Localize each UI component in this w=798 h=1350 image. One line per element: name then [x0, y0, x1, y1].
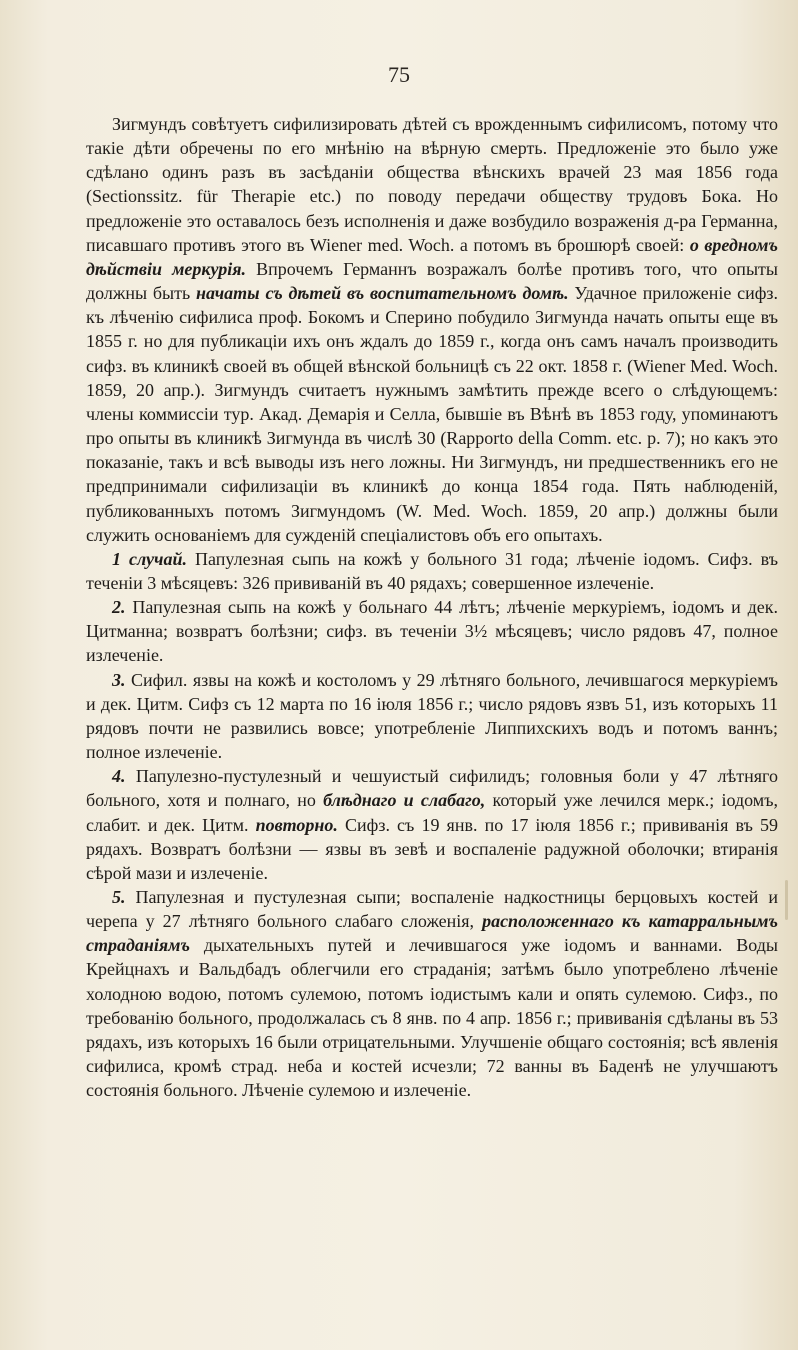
- emphasis-text: начаты съ дѣтей въ воспитательномъ домѣ.: [195, 283, 569, 304]
- paragraph-text: Впрочемъ Германнъ возражалъ болѣе противъ того, что опыты должны быть: [86, 258, 778, 304]
- emphasis-text: 3.: [112, 669, 126, 690]
- paragraph-text: который уже лечился мерк.; іодомъ, слабит. и дек. Цитм.: [86, 790, 778, 835]
- paragraph-p2: [86, 547, 778, 595]
- paragraph-text: Папулезная сыпь на кожѣ у больного 31 года; лѣченіе іодомъ. Сифз. въ теченіи 3 мѣсяцевъ: 326 прививаній въ 40 рядахъ; совершенное излеченіе.: [86, 548, 779, 593]
- emphasis-text: повторно.: [255, 814, 338, 835]
- emphasis-text: блѣднаго и слабаго,: [323, 790, 486, 811]
- emphasis-text: 2.: [112, 597, 126, 618]
- paragraph-p1: [86, 112, 778, 547]
- emphasis-text: 1 случай.: [112, 548, 187, 569]
- paragraph-text: Папулезная и пустулезная сыпи; воспаленіе надкостницы берцовыхъ костей и черепа у 27 лѣтняго больного слабаго сложенія,: [86, 887, 778, 932]
- emphasis-text: расположеннаго къ катарральнымъ страданіямъ: [86, 911, 778, 956]
- paragraph-text: Сифил. язвы на кожѣ и костоломъ у 29 лѣтняго больного, лечившагося меркуріемъ и дек. Цитм. Сифз съ 12 марта по 16 іюля 1856 г.; число рядовъ язвъ 51, изъ которыхъ 11 рядовъ почти не развились вовсе; употребленіе Липпихскихъ водъ и потомъ ваннъ; полное излеченіе.: [86, 669, 778, 763]
- paragraph-p5: [86, 764, 778, 885]
- paragraph-text: Удачное приложеніе сифз. къ лѣченію сифилиса проф. Бокомъ и Сперино побудило Зигмунда начать опыты еще въ 1855 г. но для публикаціи ихъ онъ ждалъ до 1859 г., когда онъ самъ началъ производить сифз. въ клиникѣ своей въ общей вѣнской больницѣ съ 22 окт. 1858 г. (Wiener Med. Woch. 1859, 20 апр.). Зигмундъ считаетъ нужнымъ замѣтить прежде всего о слѣдующемъ: члены коммиссіи тур. Акад. Демарія и Селла, бывшіе въ Вѣнѣ въ 1853 году, упоминаютъ про опыты въ клиникѣ Зигмунда въ числѣ 30 (Rapporto della Comm. etc. p. 7); но какъ это показаніе, такъ и всѣ выводы изъ него ложны. Ни Зигмундъ, ни предшественникъ его не предпринимали сифилизаціи въ клиникѣ до конца 1854 года. Пять наблюденій, публикованныхъ потомъ Зигмундомъ (W. Med. Woch. 1859, 20 апр.) должны были служить основаніемъ для сужденій спеціалистовъ объ его опытахъ.: [86, 283, 778, 545]
- paragraph-p4: [86, 668, 778, 765]
- page-number: 75: [388, 62, 410, 87]
- body-text: [86, 112, 778, 1102]
- emphasis-text: о вредномъ дѣйствіи меркурія.: [86, 234, 778, 279]
- paragraph-text: Папулезно-пустулезный и чешуистый сифилидъ; головныя боли у 47 лѣтняго больного, хотя и полнаго, но: [86, 766, 778, 811]
- page-edge-mark: [785, 880, 788, 920]
- emphasis-text: 5.: [112, 887, 126, 907]
- paragraph-text: дыхательныхъ путей и лечившагося уже іодомъ и ваннами. Воды Крейцнахъ и Вальдбадъ облегчили его страданія; затѣмъ было употреблено лѣченіе холодною водою, потомъ сулемою, потомъ іодистымъ кали и опять сулемою. Сифз., по требованію больного, продолжалась съ 8 янв. по 4 апр. 1856 г.; прививанія сдѣланы въ 53 рядахъ, изъ которыхъ 16 были отрицательными. Улучшеніе общаго состоянія; всѣ явленія сифилиса, кромѣ страд. неба и костей исчезли; 72 ванны въ Баденѣ не улучшаютъ состоянія больного. Лѣченіе сулемою и излеченіе.: [86, 935, 778, 1101]
- paragraph-text: Папулезная сыпь на кожѣ у больнаго 44 лѣтъ; лѣченіе меркуріемъ, іодомъ и дек. Цитманна; возвратъ болѣзни; сифз. въ теченіи 3½ мѣсяцевъ; число рядовъ 47, полное излеченіе.: [86, 597, 778, 666]
- paragraph-text: Зигмундъ совѣтуетъ сифилизировать дѣтей съ врожденнымъ сифилисомъ, потому что такіе дѣти обречены по его мнѣнію на вѣрную смерть. Предложеніе это было уже сдѣлано одинъ разъ въ засѣданіи общества вѣнскихъ врачей 23 мая 1856 года (Sectionssitz. für Therapie etc.) по поводу передачи обществу трудовъ Бока. Но предложеніе это оставалось безъ исполненія и даже возбудило возраженія д-ра Германна, писавшаго противъ этого въ Wiener med. Woch. а потомъ въ брошюрѣ своей:: [86, 114, 778, 255]
- paragraph-p6: [86, 885, 778, 1102]
- emphasis-text: 4.: [112, 766, 126, 787]
- paragraph-p3: [86, 595, 778, 667]
- paragraph-text: Сифз. съ 19 янв. по 17 іюля 1856 г.; прививанія въ 59 рядахъ. Возвратъ болѣзни — язвы въ зевѣ и воспаленіе радужной оболочки; втиранія сѣрой мази и излеченіе.: [86, 814, 778, 883]
